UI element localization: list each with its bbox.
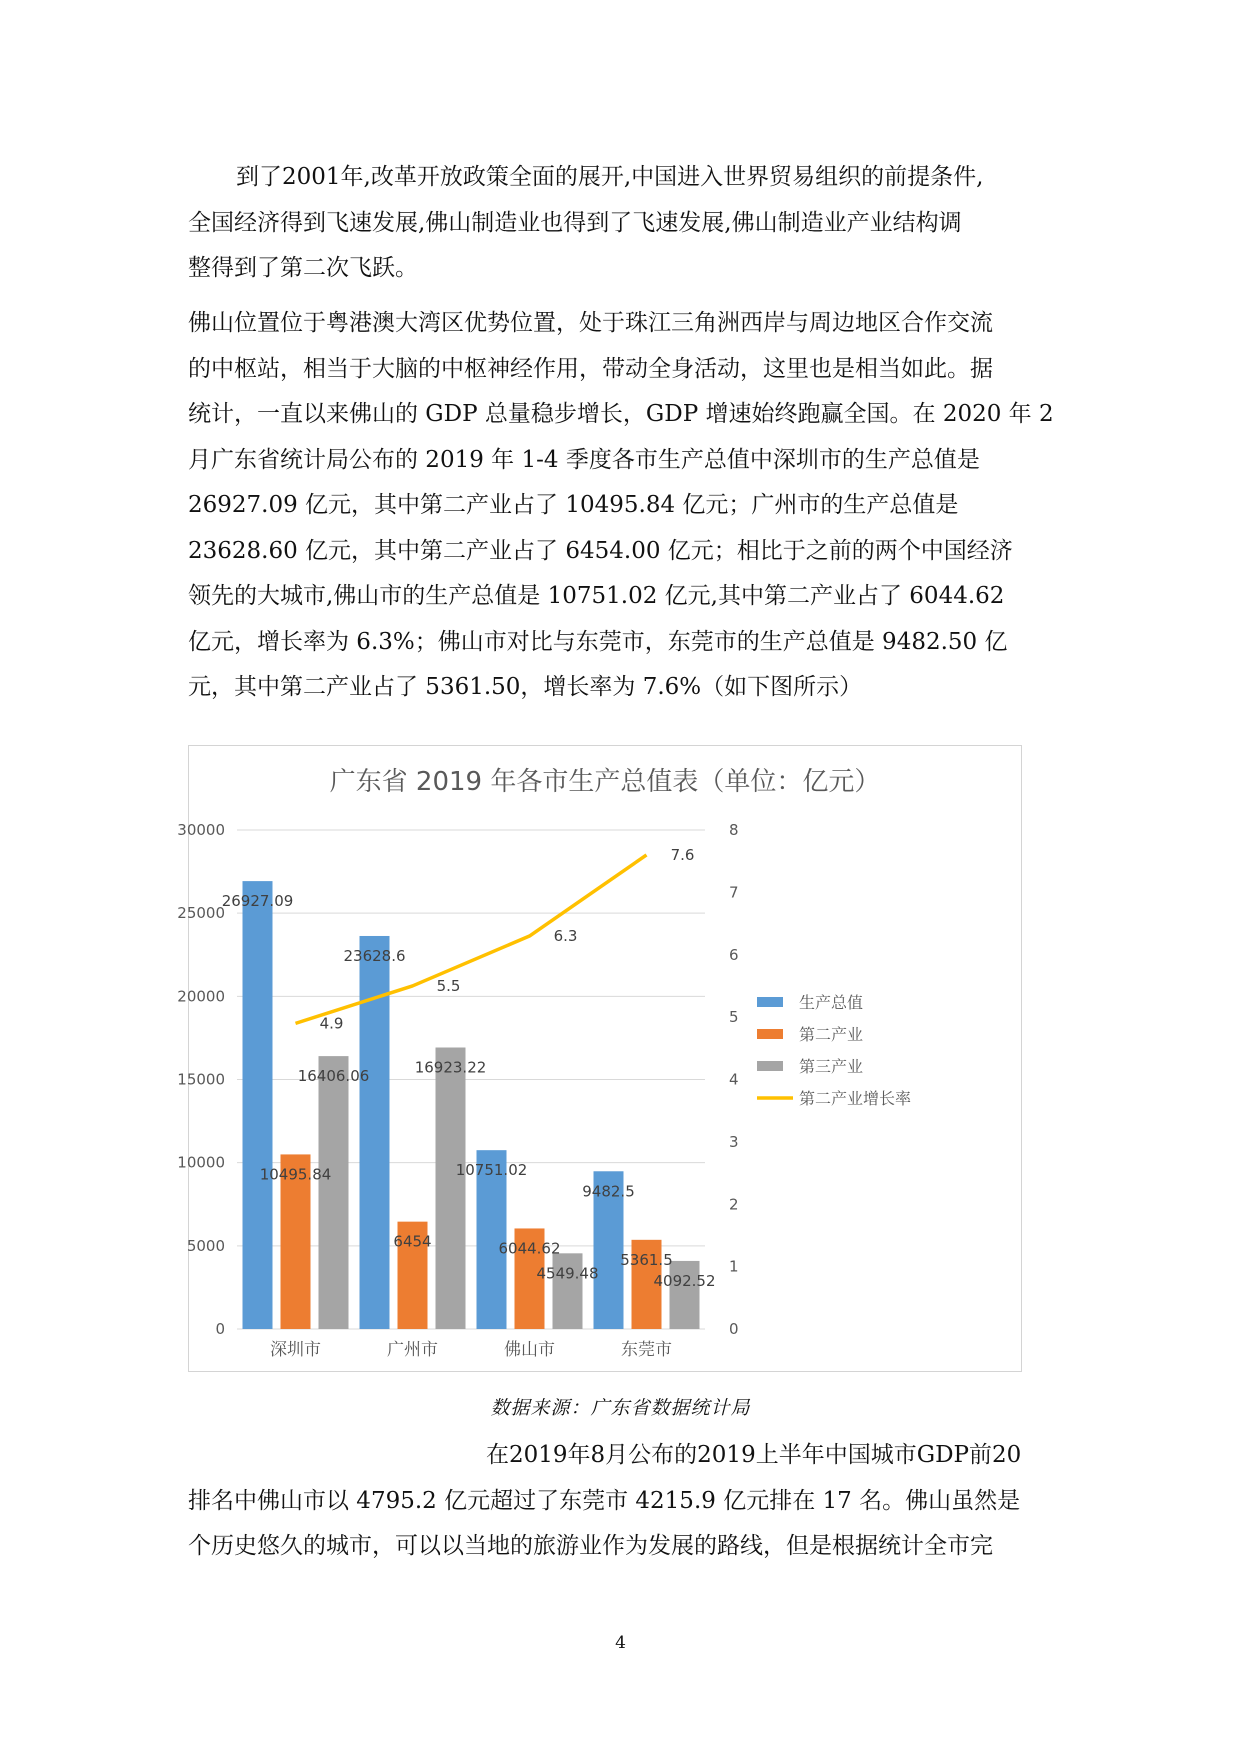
y-tick-label: 25000	[177, 904, 225, 923]
y-tick-label: 15000	[177, 1070, 225, 1089]
growth-rate-line	[296, 855, 647, 1023]
text-line: 整得到了第二次飞跃。	[188, 255, 418, 281]
text-line: 佛山位置位于粤港澳大湾区优势位置，处于珠江三角洲西岸与周边地区合作交流	[188, 310, 993, 336]
data-label: 10495.84	[259, 1165, 332, 1184]
text-line: 亿元，增长率为 6.3%；佛山市对比与东莞市，东莞市的生产总值是 9482.50 亿	[188, 628, 1008, 655]
line-data-label: 6.3	[553, 927, 578, 946]
legend-label: 第二产业增长率	[799, 1089, 912, 1108]
bar-3	[436, 1048, 466, 1329]
data-label: 4549.48	[536, 1264, 599, 1283]
paragraph-statistics	[188, 301, 1068, 711]
legend-swatch	[757, 997, 783, 1007]
bar-3	[319, 1056, 349, 1329]
data-label: 6454	[393, 1232, 432, 1251]
text-line: 到了2001年,改革开放政策全面的展开,中国进入世界贸易组织的前提条件,	[236, 164, 984, 190]
legend-swatch	[757, 1029, 783, 1039]
text-line: 23628.60 亿元，其中第二产业占了 6454.00 亿元；相比于之前的两个中国经济	[188, 537, 1013, 564]
y2-tick-label: 6	[729, 945, 739, 964]
x-tick-label: 广州市	[387, 1340, 438, 1360]
bar-1	[243, 881, 273, 1329]
chart-title: 广东省 2019 年各市生产总值表（单位：亿元）	[329, 767, 881, 797]
text-line: 统计，一直以来佛山的 GDP 总量稳步增长，GDP 增速始终跑赢全国。在 2020 年 2	[188, 401, 1054, 427]
line-data-label: 5.5	[436, 976, 461, 995]
data-label: 6044.62	[498, 1239, 561, 1258]
legend-swatch	[757, 1061, 783, 1071]
figure-caption: 数据来源：广东省数据统计局	[490, 1397, 751, 1419]
y2-tick-label: 3	[729, 1132, 739, 1151]
line-data-label: 7.6	[670, 845, 695, 864]
text-line: 领先的大城市,佛山市的生产总值是 10751.02 亿元,其中第二产业占了 6044.62	[188, 583, 1005, 609]
text-line: 26927.09 亿元，其中第二产业占了 10495.84 亿元；广州市的生产总值是	[188, 492, 959, 518]
page-number: 4	[615, 1633, 626, 1653]
y2-tick-label: 5	[729, 1008, 739, 1027]
y2-tick-label: 1	[729, 1257, 739, 1276]
chart-canvas	[177, 746, 1021, 1371]
text-line: 的中枢站，相当于大脑的中枢神经作用，带动全身活动，这里也是相当如此。据	[188, 355, 993, 382]
data-label: 4092.52	[653, 1271, 716, 1290]
y-tick-label: 30000	[177, 821, 225, 839]
text-line: 排名中佛山市以 4795.2 亿元超过了东莞市 4215.9 亿元排在 17 名。佛山虽然是	[188, 1487, 1021, 1514]
gdp-chart	[177, 745, 1022, 1372]
legend-label: 第三产业	[799, 1057, 864, 1076]
data-label: 10751.02	[455, 1161, 528, 1180]
x-tick-label: 深圳市	[270, 1340, 321, 1360]
data-label: 26927.09	[221, 892, 294, 911]
y2-tick-label: 0	[729, 1320, 739, 1338]
text-line: 月广东省统计局公布的 2019 年 1-4 季度各市生产总值中深圳市的生产总值是	[188, 446, 980, 473]
data-label: 5361.5	[620, 1250, 673, 1269]
y-tick-label: 0	[215, 1320, 225, 1338]
y2-tick-label: 4	[729, 1070, 739, 1089]
data-label: 23628.6	[343, 946, 406, 965]
data-label: 9482.5	[582, 1182, 635, 1201]
y2-tick-label: 7	[729, 883, 739, 902]
y-tick-label: 10000	[177, 1153, 225, 1172]
data-label: 16406.06	[297, 1067, 370, 1086]
text-line: 全国经济得到飞速发展,佛山制造业也得到了飞速发展,佛山制造业产业结构调	[188, 209, 962, 236]
line-data-label: 4.9	[319, 1014, 344, 1033]
data-label: 16923.22	[414, 1058, 487, 1077]
text-line: 元，其中第二产业占了 5361.50，增长率为 7.6%（如下图所示）	[188, 674, 863, 700]
y-tick-label: 5000	[186, 1236, 225, 1255]
text-line: 在2019年8月公布的2019上半年中国城市GDP前20	[486, 1442, 1022, 1468]
x-tick-label: 东莞市	[621, 1340, 672, 1360]
legend-label: 第二产业	[799, 1025, 864, 1044]
paragraph-ranking	[188, 1433, 1068, 1570]
text-line: 个历史悠久的城市，可以以当地的旅游业作为发展的路线，但是根据统计全市完	[188, 1533, 993, 1559]
paragraph-intro	[188, 155, 1068, 292]
x-tick-label: 佛山市	[504, 1340, 555, 1360]
y2-tick-label: 8	[729, 821, 739, 839]
legend-label: 生产总值	[799, 993, 864, 1012]
y-tick-label: 20000	[177, 987, 225, 1006]
y2-tick-label: 2	[729, 1195, 739, 1214]
